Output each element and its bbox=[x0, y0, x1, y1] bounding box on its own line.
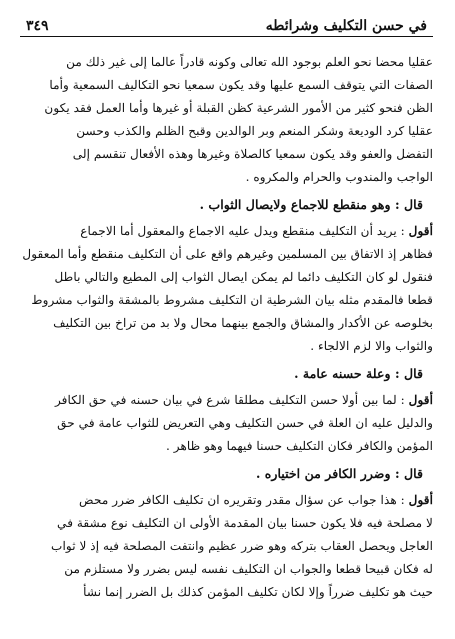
text-line: لا مصلحة فيه فلا يكون حسنا بيان المقدمة الأولى ان التكليف نوع مشقة في bbox=[57, 516, 433, 530]
lead-word: أقول bbox=[408, 493, 433, 507]
text-line: قطعا فالمقدم مثله بيان الشرطية ان التكليف مشروط بالمشقة والثواب مشروط bbox=[31, 293, 433, 307]
section-heading: قال : وهو منقطع للاجماع ولايصال الثواب . bbox=[199, 197, 423, 212]
text-line: فظاهر إذ الاتفاق بين المسلمين وغيرهم واقع على أن التكليف منقطع وأما المعقول bbox=[22, 247, 433, 261]
text-line: بخلوصه عن الأكدار والمشاق والجمع بينهما محال ولا بد من تراخ بين التكليف bbox=[53, 316, 433, 330]
text-line: عقليا كرد الوديعة وشكر المنعم وبر الوالدين وقبح الظلم والكذب وحسن bbox=[76, 124, 433, 138]
running-title: في حسن التكليف وشرائطه bbox=[265, 18, 427, 34]
text-line: حيث هو تكليف ضرراً وإلا لكان تكليف المؤمن كذلك بل الضرر إنما نشأ bbox=[83, 585, 433, 599]
text-fragment: : لما بين أولا حسن التكليف مطلقا شرع في بيان حسنه في حق الكافر bbox=[54, 393, 405, 407]
text-line: التفضل والعفو وقد يكون سمعيا كالصلاة وغيرها وهذه الأفعال تنقسم إلى bbox=[72, 147, 433, 161]
section-heading: قال : وضرر الكافر من اختياره . bbox=[256, 466, 423, 481]
text-line: والثواب والا لزم الالجاء . bbox=[310, 339, 433, 353]
text-line bbox=[20, 489, 433, 512]
text-line: المؤمن والكافر فكان التكليف حسنا فيهما وهو ظاهر . bbox=[165, 439, 433, 453]
text-fragment: : يريد أن التكليف منقطع ويدل عليه الاجماع والمعقول أما الاجماع bbox=[80, 224, 405, 238]
page-number: ٣٤٩ bbox=[26, 18, 49, 34]
section-heading: قال : وعلة حسنه عامة . bbox=[294, 366, 423, 381]
lead-word: أقول bbox=[408, 224, 433, 238]
text-line: فنقول لو كان التكليف دائما لم يمكن ايصال الثواب إلى المطيع والتالي باطل bbox=[54, 270, 433, 284]
text-line: الواجب والمندوب والحرام والمكروه . bbox=[245, 170, 433, 184]
header-rule bbox=[20, 36, 433, 37]
text-line: عقليا محضا نحو العلم بوجود الله تعالى وكونه قادراً عالما إلى غير ذلك من bbox=[66, 55, 433, 69]
text-line: الصفات التي يتوقف السمع عليها وقد يكون سمعيا نحو التكاليف السمعية وأما bbox=[49, 78, 433, 92]
page-header bbox=[20, 10, 433, 34]
text-line: الظن فنحو كثير من الأمور الشرعية كظن القبلة أو غيرها وأما العمل فقد يكون bbox=[44, 101, 433, 115]
text-fragment: : هذا جواب عن سؤال مقدر وتقريره ان تكليف الكافر ضرر محض bbox=[79, 493, 405, 507]
lead-word: أقول bbox=[408, 393, 433, 407]
text-line bbox=[20, 220, 433, 243]
text-line bbox=[20, 389, 433, 412]
text-line: العاجل ويحصل العقاب بتركه وهو ضرر عظيم وانتفت المصلحة فيه إذ لا ثواب bbox=[51, 539, 433, 553]
text-line: له فكان قبيحا قطعا والجواب ان التكليف نفسه ليس بضرر ولا مستلزم من bbox=[64, 562, 433, 576]
body-text bbox=[20, 51, 433, 604]
text-line: والدليل عليه ان العلة في حسن التكليف وهي التعريض للثواب عامة في حق bbox=[57, 416, 433, 430]
